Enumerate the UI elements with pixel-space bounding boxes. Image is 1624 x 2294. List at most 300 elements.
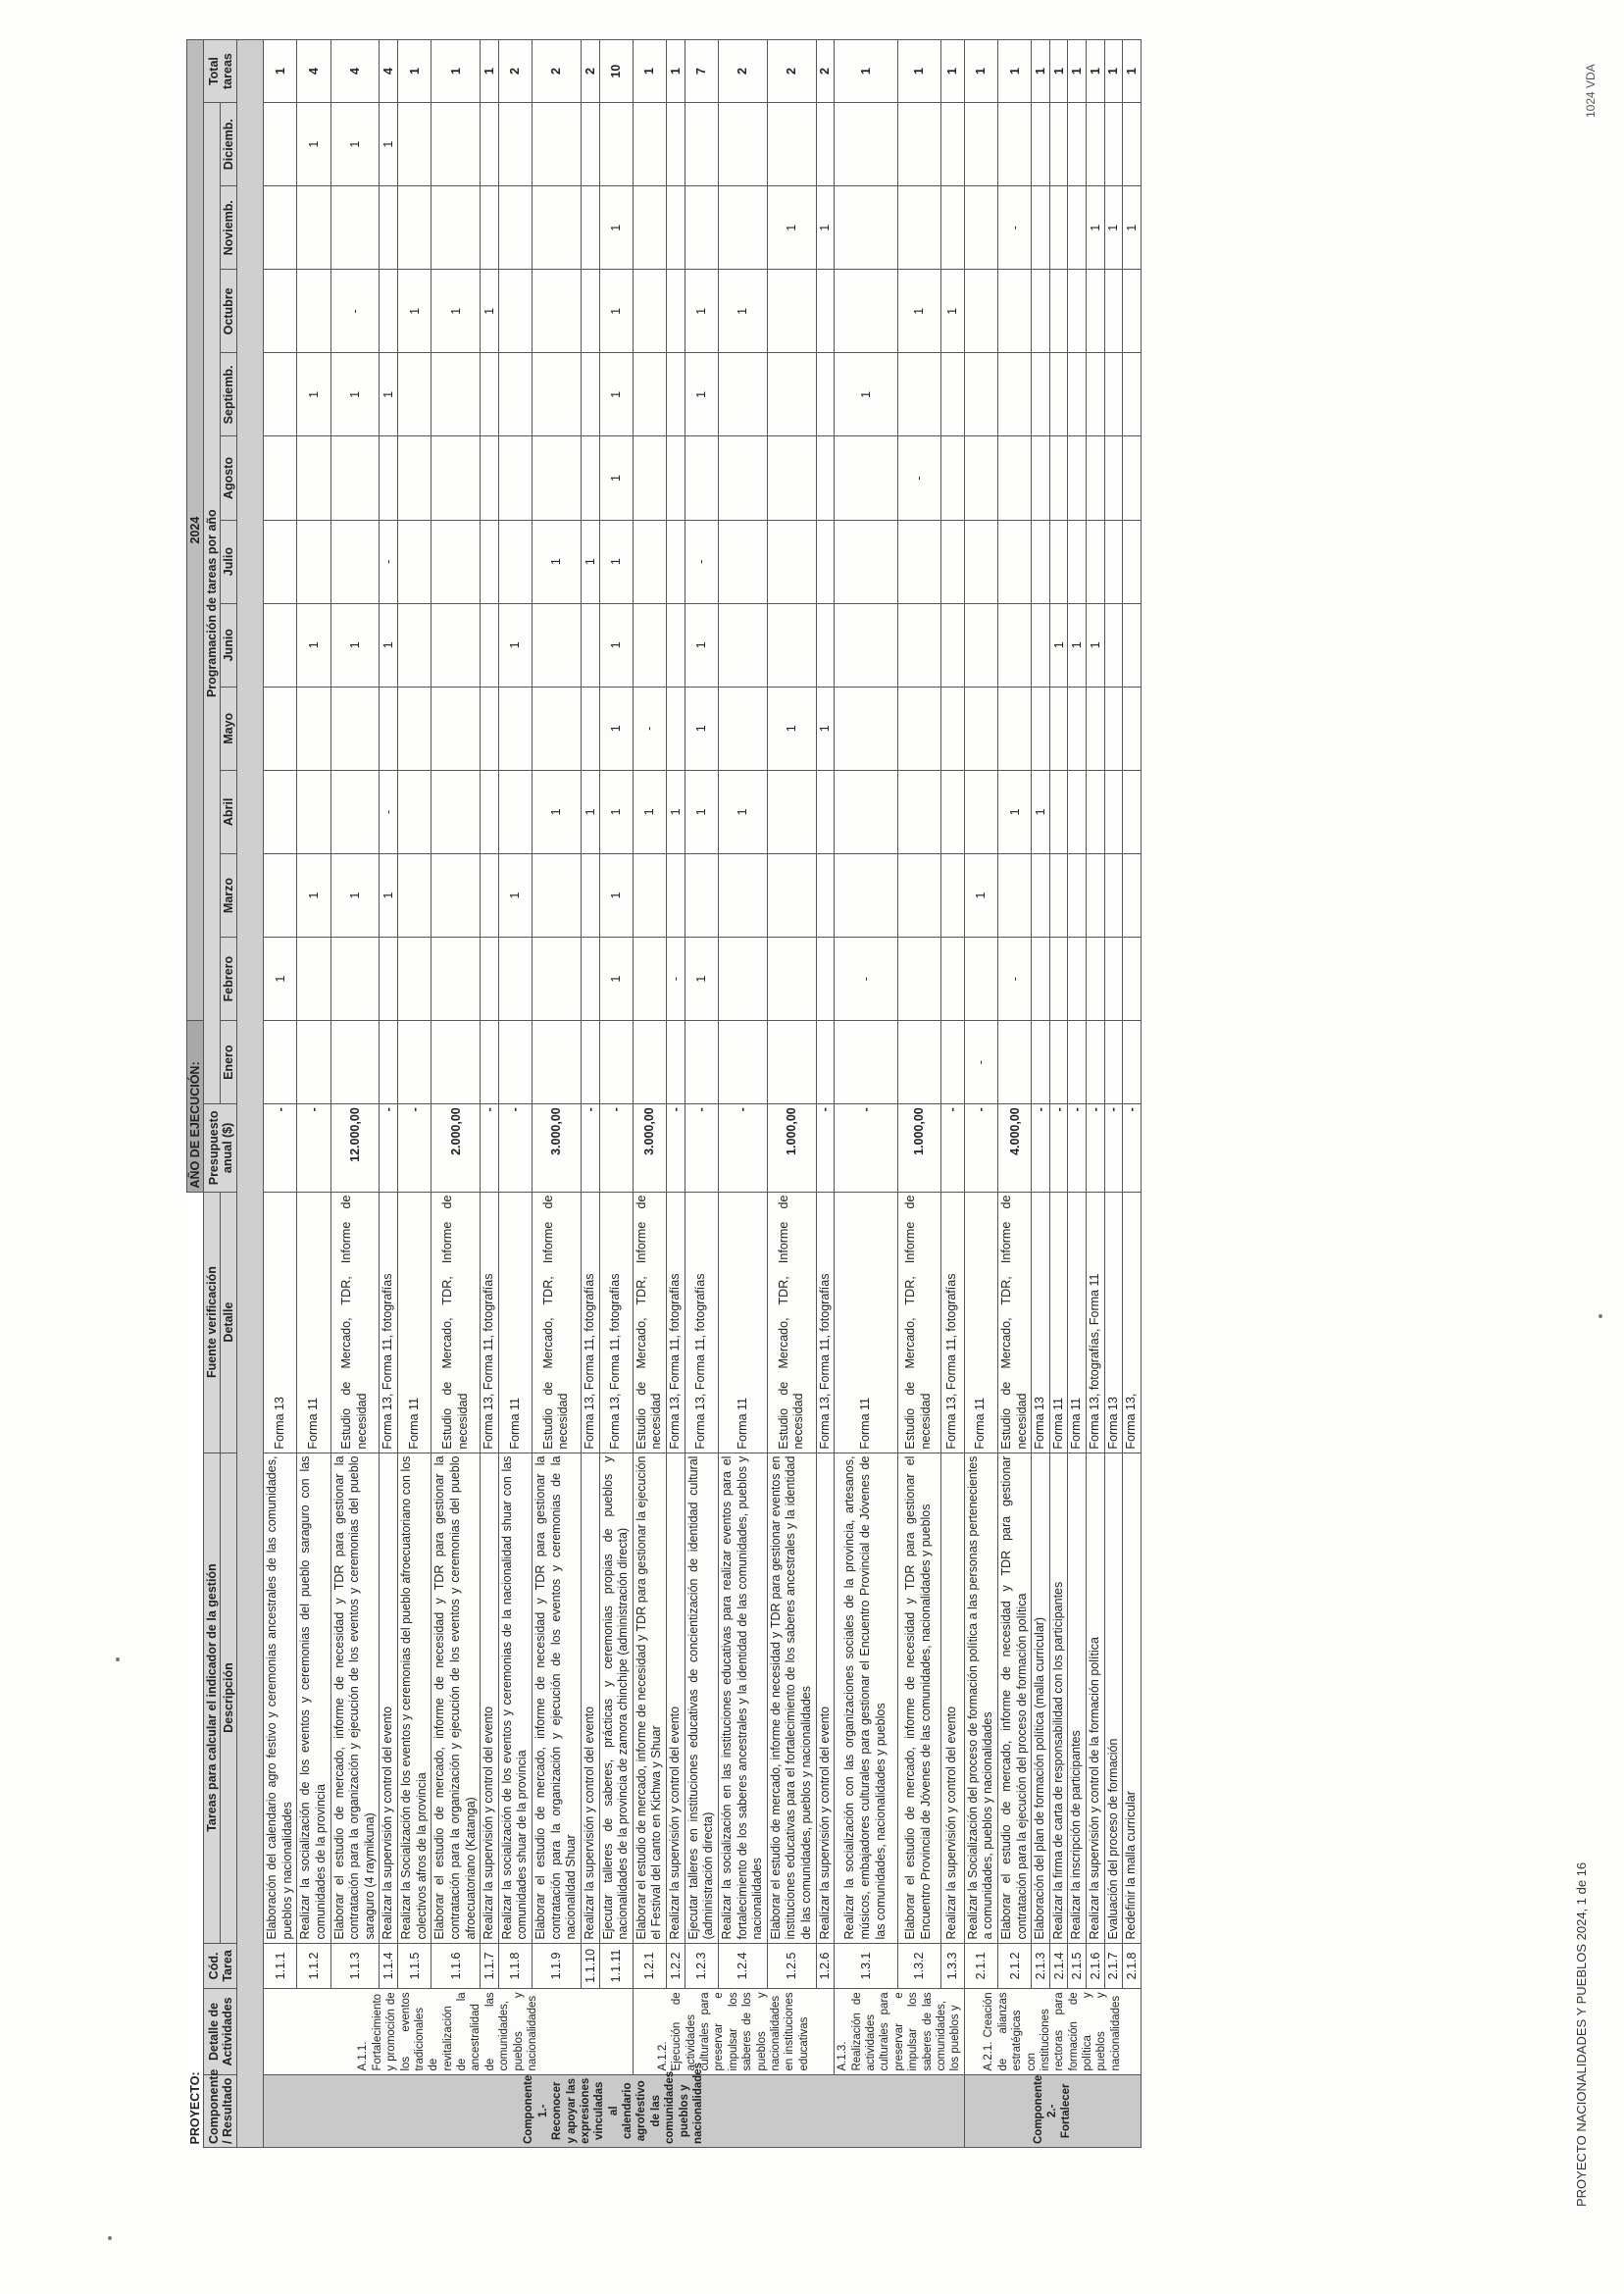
month-cell [398,520,431,603]
month-cell [1104,353,1123,436]
task-description: Realizar la socialización de los eventos y ceremonias de la nacionalidad shuar con las comunidades shuar de la provincia [498,1453,532,1943]
table-row [330,40,380,2148]
table-row [633,40,666,2148]
month-cell [997,1021,1031,1104]
col-verification-sub: Detalle [221,1192,237,1453]
task-description: Ejecutar talleres en instituciones educativas de concientización de identidad cultural (administración directa) [685,1453,718,1943]
month-cell [940,186,964,270]
total-cell: 1 [940,40,964,103]
month-cell [330,436,380,520]
month-cell [1032,603,1050,687]
month-cell [816,270,835,353]
month-cell [1087,353,1105,436]
month-header: Mayo [221,687,237,770]
month-cell [964,938,997,1021]
month-cell [897,853,940,937]
month-cell: - [897,436,940,520]
task-code: 2.1.5 [1068,1943,1087,1989]
budget-cell: - [685,1104,718,1192]
month-cell [1049,938,1068,1021]
month-cell [1087,938,1105,1021]
month-cell [1049,520,1068,603]
month-cell [533,103,582,186]
rotated-table-frame [186,39,1618,2148]
verification-detail: Forma 13, fotografías, Forma 11 [1087,1192,1105,1453]
task-code: 1.1.5 [398,1943,431,1989]
task-code: 1.2.6 [816,1943,835,1989]
month-cell [264,103,297,186]
month-cell [633,853,666,937]
month-cell: 1 [481,270,499,353]
month-cell: - [997,938,1031,1021]
month-cell [330,938,380,1021]
month-header: Abril [221,770,237,853]
month-cell: 1 [599,270,633,353]
month-cell [1123,1021,1142,1104]
month-cell: 1 [533,520,582,603]
scan-speck [116,1657,120,1661]
total-cell: 1 [997,40,1031,103]
table-row [1032,40,1050,2148]
budget-cell: - [964,1104,997,1192]
month-cell [481,436,499,520]
month-cell [1104,770,1123,853]
month-cell [330,520,380,603]
month-cell [533,1021,582,1104]
month-cell [997,270,1031,353]
month-cell: 1 [581,770,599,853]
month-cell [264,770,297,853]
month-cell [380,270,398,353]
month-header: Junio [221,603,237,687]
month-cell: 1 [1049,603,1068,687]
month-cell [816,853,835,937]
month-cell: 1 [816,186,835,270]
month-cell [398,103,431,186]
month-cell [297,186,330,270]
month-cell: - [685,520,718,603]
month-cell [1104,103,1123,186]
task-description: Realizar la supervisión y control del evento [940,1453,964,1943]
month-cell [816,103,835,186]
task-description: Evaluación del proceso de formación [1104,1453,1123,1943]
month-cell [398,353,431,436]
month-cell [1123,103,1142,186]
budget-cell: - [380,1104,398,1192]
header-row-project [187,40,204,2148]
table-row [816,40,835,2148]
month-cell: 1 [599,770,633,853]
month-cell: 1 [264,938,297,1021]
task-description: Elaborar el estudio de mercado, informe de necesidad y TDR para gestionar contratación para la ejecución del proceso de formación política [997,1453,1031,1943]
table-row [533,40,582,2148]
table-row [297,40,330,2148]
month-cell: 1 [297,853,330,937]
month-header: Febrero [221,938,237,1021]
month-cell [633,520,666,603]
month-cell [940,1021,964,1104]
activity-cell: A.1.1. Fortalecimiento y promoción de los eventos tradicionales de revitalización de la ancestralidad de las comunidades, pueblos y nacionalidades [264,1989,634,2074]
table-row [481,40,499,2148]
month-cell [1032,1021,1050,1104]
total-cell: 2 [581,40,599,103]
total-cell: 2 [533,40,582,103]
month-cell [767,770,816,853]
month-header: Octubre [221,270,237,353]
task-description: Elaboración del calendario agro festivo y ceremonias ancestrales de las comunidades, pueblos y nacionalidades [264,1453,297,1943]
task-code: 2.1.2 [997,1943,1031,1989]
month-cell [1032,687,1050,770]
month-cell [1123,853,1142,937]
col-programming: Programación de tareas por año [204,103,221,1104]
month-cell [997,687,1031,770]
budget-cell: 3.000,00 [633,1104,666,1192]
month-cell [633,938,666,1021]
month-cell: 1 [816,687,835,770]
month-cell: 1 [297,353,330,436]
month-cell [718,938,767,1021]
total-cell: 7 [685,40,718,103]
task-code: 1.3.1 [835,1943,897,1989]
month-cell [940,938,964,1021]
month-cell [481,770,499,853]
total-cell: 2 [718,40,767,103]
col-activity-detail: Detalle de Actividades [204,1989,237,2074]
month-cell [997,103,1031,186]
month-cell [380,186,398,270]
month-cell [835,770,897,853]
month-cell [1049,270,1068,353]
table-row [718,40,767,2148]
month-cell [498,270,532,353]
total-cell: 1 [667,40,685,103]
month-cell [1123,687,1142,770]
task-description: Realizar la supervisión y control del evento [380,1453,398,1943]
month-cell [718,436,767,520]
month-cell [1049,853,1068,937]
page-stamp: 1024 VDA [1584,64,1598,118]
month-cell [498,687,532,770]
month-cell: 1 [330,103,380,186]
month-cell [1068,353,1087,436]
month-cell [1032,186,1050,270]
month-cell: - [667,938,685,1021]
task-description: Elaborar el estudio de mercado, informe de necesidad y TDR para gestionar la contratación para la organización y ejecución de los eventos y ceremonias del pueblo afroecuatoriano (Katanga) [431,1453,481,1943]
month-cell [1032,103,1050,186]
task-code: 1.1.8 [498,1943,532,1989]
month-cell [667,520,685,603]
month-cell [1049,353,1068,436]
month-cell [667,270,685,353]
total-cell: 2 [816,40,835,103]
month-cell [897,770,940,853]
col-budget: Presupuesto anual ($) [204,1104,237,1192]
col-code: Cód. Tarea [204,1943,237,1989]
month-cell: - [330,270,380,353]
month-cell [1049,103,1068,186]
month-cell [816,353,835,436]
month-cell [718,687,767,770]
table-row [398,40,431,2148]
month-cell [816,1021,835,1104]
budget-cell: - [835,1104,897,1192]
month-cell [1049,186,1068,270]
month-cell [431,353,481,436]
verification-detail: Forma 13, Forma 11, fotografías [581,1192,599,1453]
task-description: Realizar la supervisión y control del evento [581,1453,599,1943]
month-cell: 1 [380,103,398,186]
table-row [498,40,532,2148]
month-cell [767,1021,816,1104]
month-cell [633,1021,666,1104]
month-cell [330,1021,380,1104]
month-cell [264,603,297,687]
month-cell [667,436,685,520]
month-cell: 1 [599,938,633,1021]
col-tasks: Tareas para calcular el indicador de la gestión [204,1453,221,1943]
month-cell [897,353,940,436]
task-code: 2.1.8 [1123,1943,1142,1989]
table-row [380,40,398,2148]
month-cell [1104,687,1123,770]
table-row [940,40,964,2148]
month-cell [1123,436,1142,520]
month-cell [264,853,297,937]
month-cell: 1 [533,770,582,853]
col-verification: Fuente verificación [204,1192,221,1453]
month-cell [431,770,481,853]
verification-detail: Forma 13, [1123,1192,1142,1453]
month-cell [835,603,897,687]
month-cell [431,687,481,770]
budget-cell: - [297,1104,330,1192]
total-cell: 4 [380,40,398,103]
verification-detail: Forma 11 [835,1192,897,1453]
month-cell: 1 [633,770,666,853]
month-cell [767,103,816,186]
month-cell: 1 [767,186,816,270]
page-footer: PROYECTO NACIONALIDADES Y PUEBLOS 2024, 1 de 16 [1574,1861,1589,2207]
month-cell [685,436,718,520]
month-cell: 1 [330,603,380,687]
month-cell [685,186,718,270]
month-cell [897,520,940,603]
task-description: Elaborar el estudio de mercado, informe de necesidad y TDR para gestionar la contratación para la organización y ejecución de los eventos y ceremonias de la nacionalidad Shuar [533,1453,582,1943]
month-cell [940,853,964,937]
task-description: Realizar la Socialización de los eventos y ceremonias del pueblo afroecuatoriano con los colectivos afros de la provincia [398,1453,431,1943]
month-header: Julio [221,520,237,603]
budget-cell: - [816,1104,835,1192]
month-cell [398,436,431,520]
month-cell: 1 [1104,186,1123,270]
month-cell: - [835,938,897,1021]
month-cell [264,270,297,353]
month-cell [1068,687,1087,770]
month-cell [431,603,481,687]
project-planning-table [186,39,1142,2148]
month-cell [940,687,964,770]
month-cell [718,186,767,270]
month-cell [581,687,599,770]
component-cell: Componente 1.- Reconocer y apoyar las expresiones vinculadas al calendario agrofestivo de las comunidades, pueblos y nacionalidades [264,2074,965,2147]
task-description: Realizar la supervisión y control del evento [816,1453,835,1943]
month-cell [1032,436,1050,520]
month-cell [685,853,718,937]
total-cell: 1 [1032,40,1050,103]
table-row [431,40,481,2148]
month-cell [481,1021,499,1104]
verification-detail: Forma 11 [297,1192,330,1453]
month-cell: 1 [599,353,633,436]
task-description: Realizar la inscripción de participantes [1068,1453,1087,1943]
month-cell [718,103,767,186]
month-cell [964,603,997,687]
budget-cell: - [1123,1104,1142,1192]
month-cell: 1 [685,353,718,436]
month-cell [264,1021,297,1104]
verification-detail: Forma 13, Forma 11, fotografías [481,1192,499,1453]
month-cell: 1 [297,603,330,687]
month-cell [533,186,582,270]
month-cell [498,770,532,853]
month-cell: 1 [581,520,599,603]
month-cell: - [380,770,398,853]
month-cell: 1 [1068,603,1087,687]
month-cell [767,353,816,436]
month-cell [481,853,499,937]
table-row [767,40,816,2148]
month-cell [1032,270,1050,353]
task-code: 2.1.4 [1049,1943,1068,1989]
task-description: Realizar la firma de carta de responsabilidad con los participantes [1049,1453,1068,1943]
month-cell [481,103,499,186]
month-cell [481,603,499,687]
month-cell [1087,853,1105,937]
budget-cell: - [1032,1104,1050,1192]
verification-detail: Forma 11 [1068,1192,1087,1453]
month-cell: 1 [685,603,718,687]
month-cell: - [997,186,1031,270]
budget-cell: - [264,1104,297,1192]
total-cell: 1 [835,40,897,103]
month-cell [1104,603,1123,687]
month-cell [997,436,1031,520]
task-code: 2.1.6 [1087,1943,1105,1989]
budget-cell: 2.000,00 [431,1104,481,1192]
month-cell [1087,103,1105,186]
month-cell [297,938,330,1021]
month-cell: - [633,687,666,770]
month-cell [380,436,398,520]
month-cell [940,103,964,186]
month-cell [581,186,599,270]
month-cell: 1 [330,853,380,937]
month-cell [498,1021,532,1104]
month-cell [1032,853,1050,937]
verification-detail: Forma 13, Forma 11, fotografías [599,1192,633,1453]
month-cell: 1 [599,436,633,520]
month-cell [633,186,666,270]
month-cell [264,687,297,770]
verification-detail: Estudio de Mercado, TDR, Informe de necesidad [533,1192,582,1453]
month-cell [498,938,532,1021]
task-code: 1.1.7 [481,1943,499,1989]
month-cell [835,103,897,186]
month-cell [767,603,816,687]
month-cell [398,1021,431,1104]
activity-cell: A.1.2. Ejecución de actividades culturales para preservar e impulsar los saberes de los pueblos y nacionalidades en instituciones educativas [633,1989,835,2074]
task-code: 2.1.3 [1032,1943,1050,1989]
task-description: Realizar la socialización de los eventos y ceremonias del pueblo saraguro con las comunidades de la provincia [297,1453,330,1943]
month-header: Agosto [221,436,237,520]
month-cell: 1 [685,770,718,853]
month-cell [581,938,599,1021]
month-cell [297,270,330,353]
month-cell [297,520,330,603]
month-cell [431,103,481,186]
month-cell [533,353,582,436]
total-cell: 1 [1068,40,1087,103]
activity-cell: A.2.1. Creación de alianzas estratégicas con instituciones rectoras para formación de política y pueblos y nacionalidades [964,1989,1141,2074]
month-cell [581,353,599,436]
month-cell [581,1021,599,1104]
month-cell [431,520,481,603]
month-cell [633,270,666,353]
month-cell [667,1021,685,1104]
table-row [264,40,297,2148]
month-cell [718,353,767,436]
verification-detail: Estudio de Mercado, TDR, Informe de necesidad [431,1192,481,1453]
month-cell [997,603,1031,687]
month-cell [1032,520,1050,603]
month-cell [964,770,997,853]
month-cell: 1 [380,353,398,436]
month-cell [667,603,685,687]
month-cell [667,186,685,270]
task-description: Realizar la supervisión y control de la formación política [1087,1453,1105,1943]
month-cell [964,520,997,603]
budget-cell: - [940,1104,964,1192]
table-row [581,40,599,2148]
task-description: Realizar la Socialización del proceso de formación política a las personas pertenecientes a comunidades, pueblos y nacionalidades [964,1453,997,1943]
grey-separator-row [237,40,264,2148]
month-cell [1087,770,1105,853]
month-cell: 1 [498,853,532,937]
total-cell: 1 [633,40,666,103]
month-cell [533,436,582,520]
table-row [1049,40,1068,2148]
verification-detail: Forma 13, Forma 11, fotografías [816,1192,835,1453]
month-cell [767,270,816,353]
month-cell [940,520,964,603]
month-cell: 1 [431,270,481,353]
table-row [685,40,718,2148]
verification-detail: Forma 13, Forma 11, fotografías [380,1192,398,1453]
task-description: Elaborar el estudio de mercado, informe de necesidad y TDR para gestionar la contratación para la organización y ejecución de los eventos y ceremonias del pueblo saraguro (4 raymikuna) [330,1453,380,1943]
month-cell [1049,770,1068,853]
month-cell [398,687,431,770]
verification-detail: Forma 11 [1049,1192,1068,1453]
table-row [1087,40,1105,2148]
month-cell [380,1021,398,1104]
month-cell [264,353,297,436]
verification-detail: Forma 13 [1104,1192,1123,1453]
month-cell [897,186,940,270]
month-cell [667,103,685,186]
month-cell [498,186,532,270]
total-cell: 1 [264,40,297,103]
verification-detail: Forma 11 [498,1192,532,1453]
